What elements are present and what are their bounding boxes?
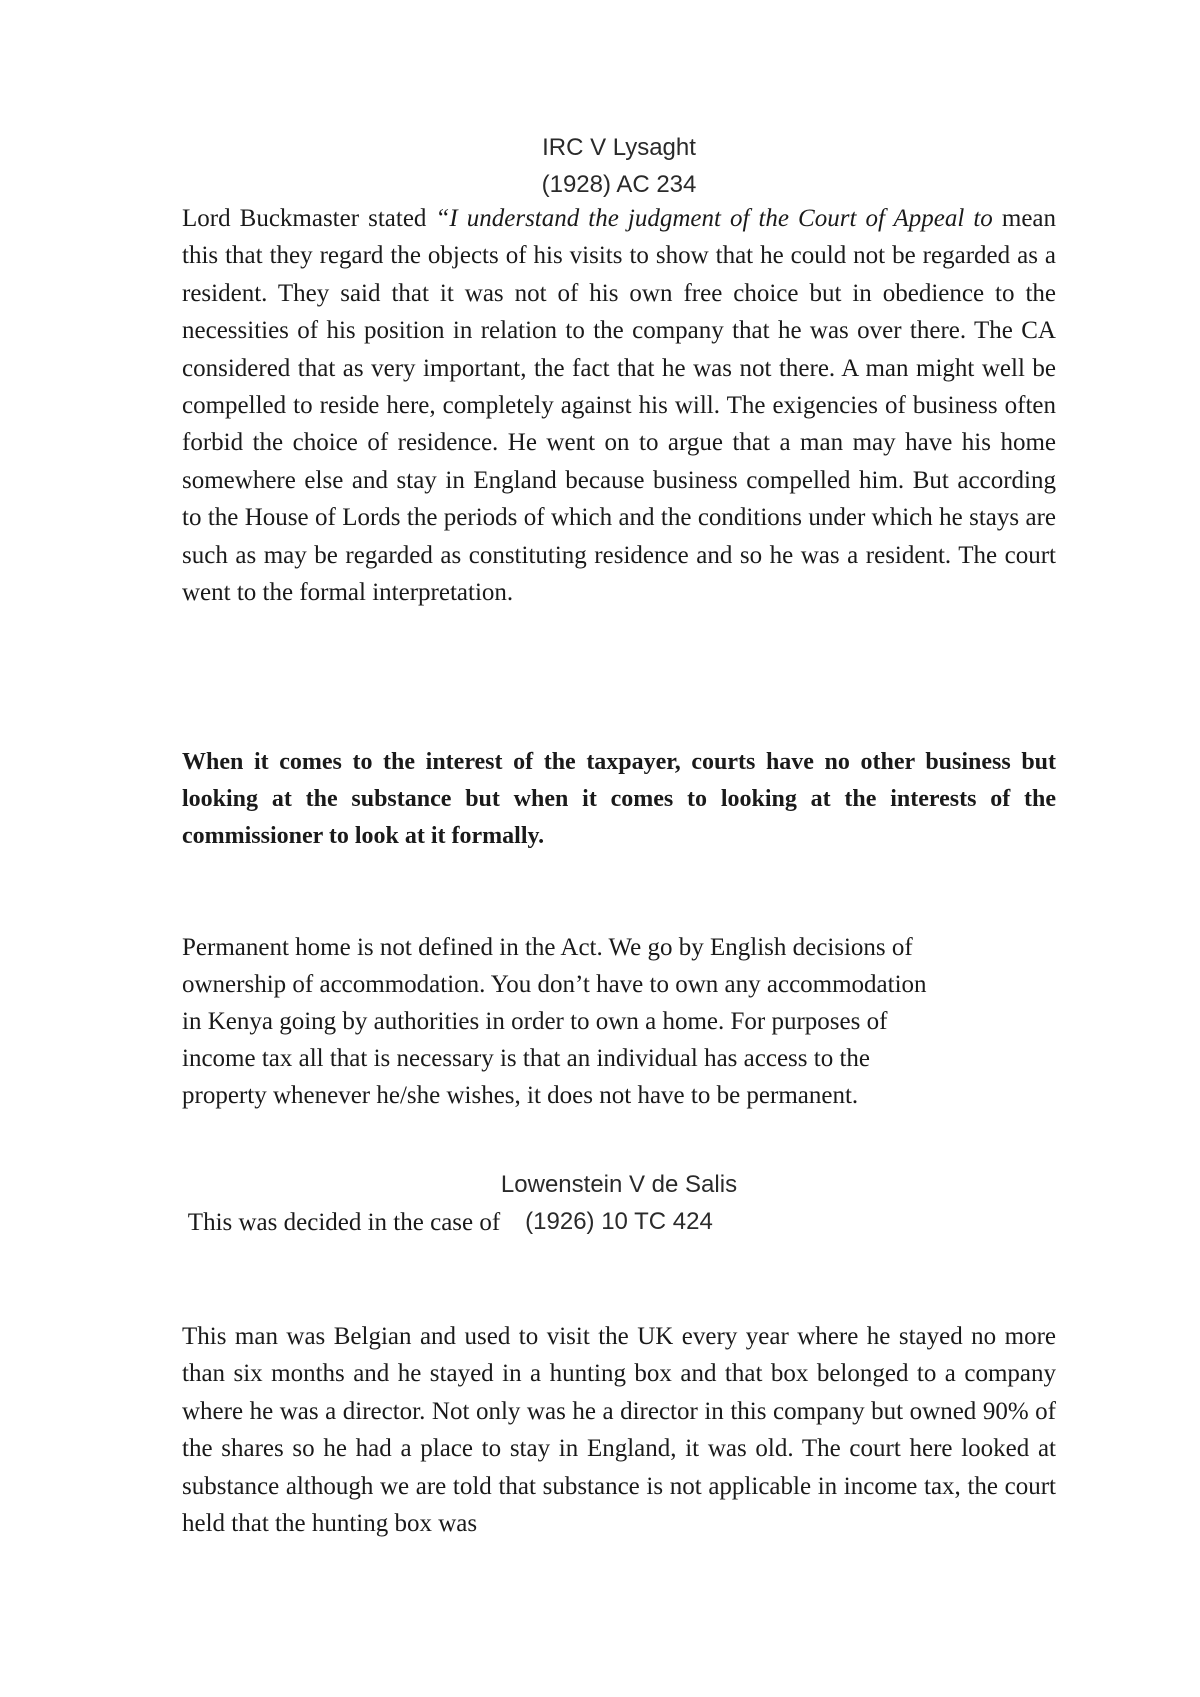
paragraph-bold-statement: [182, 744, 1056, 855]
case-citation: (1928) AC 234: [541, 171, 697, 198]
case-name: Lowenstein V de Salis: [500, 1171, 738, 1198]
case-heading-lysaght: [182, 129, 1056, 203]
decided-in-text: This was decided in the case of: [182, 1209, 501, 1236]
case-name: IRC V Lysaght: [542, 134, 696, 161]
paragraph-lead: Lord Buckmaster stated: [182, 205, 436, 232]
quote-opening: “I understand the judgment of the Court of Appeal to: [435, 205, 993, 232]
permanent-home-line-1: Permanent home is not defined in the Act. We go by English decisions of: [182, 934, 913, 961]
permanent-home-line-2: ownership of accommodation. You don’t have to own any accommodation: [182, 971, 927, 998]
paragraph-belgian-man: [182, 1318, 1056, 1542]
paragraph-permanent-home: [182, 929, 1056, 1114]
paragraph-lord-buckmaster: [182, 200, 1056, 611]
paragraph-body: mean this that they regard the objects of his visits to show that he could not be regarded as a resident. They said that it was not of his own free choice but in obedience to the necessities of his position in relation to the company that he was over there. The CA considered that as very important, the fact that he was not there. A man might well be compelled to reside here, completely against his will. The exigencies of business often forbid the choice of residence. He went on to argue that a man may have his home somewhere else and stay in England because business compelled him. But according to the House of Lords the periods of which and the conditions under which he stays are such as may be regarded as constituting residence and so he was a resident. The court went to the formal interpretation.: [182, 205, 1057, 607]
paragraph-text: [182, 200, 1056, 611]
permanent-home-line-3: in Kenya going by authorities in order to own a home. For purposes of: [182, 1008, 888, 1035]
bold-statement-text: When it comes to the interest of the taxpayer, courts have no other business but looking at the substance but when it comes to looking at the interests of the commissioner to look at it formally.: [182, 749, 1056, 849]
case-heading-lowenstein: [182, 1166, 1056, 1240]
permanent-home-line-4: income tax all that is necessary is that an individual has access to the: [182, 1045, 870, 1072]
permanent-home-line-5: property whenever he/she wishes, it does not have to be permanent.: [182, 1082, 859, 1109]
case-citation: (1926) 10 TC 424: [525, 1208, 713, 1235]
belgian-man-text: This man was Belgian and used to visit the UK every year where he stayed no more than six months and he stayed in a hunting box and that box belonged to a company where he was a director. Not only was he a director in this company but owned 90% of the shares so he had a place to stay in England, it was old. The court here looked at substance although we are told that substance is not applicable in income tax, the court held that the hunting box was: [182, 1323, 1056, 1538]
